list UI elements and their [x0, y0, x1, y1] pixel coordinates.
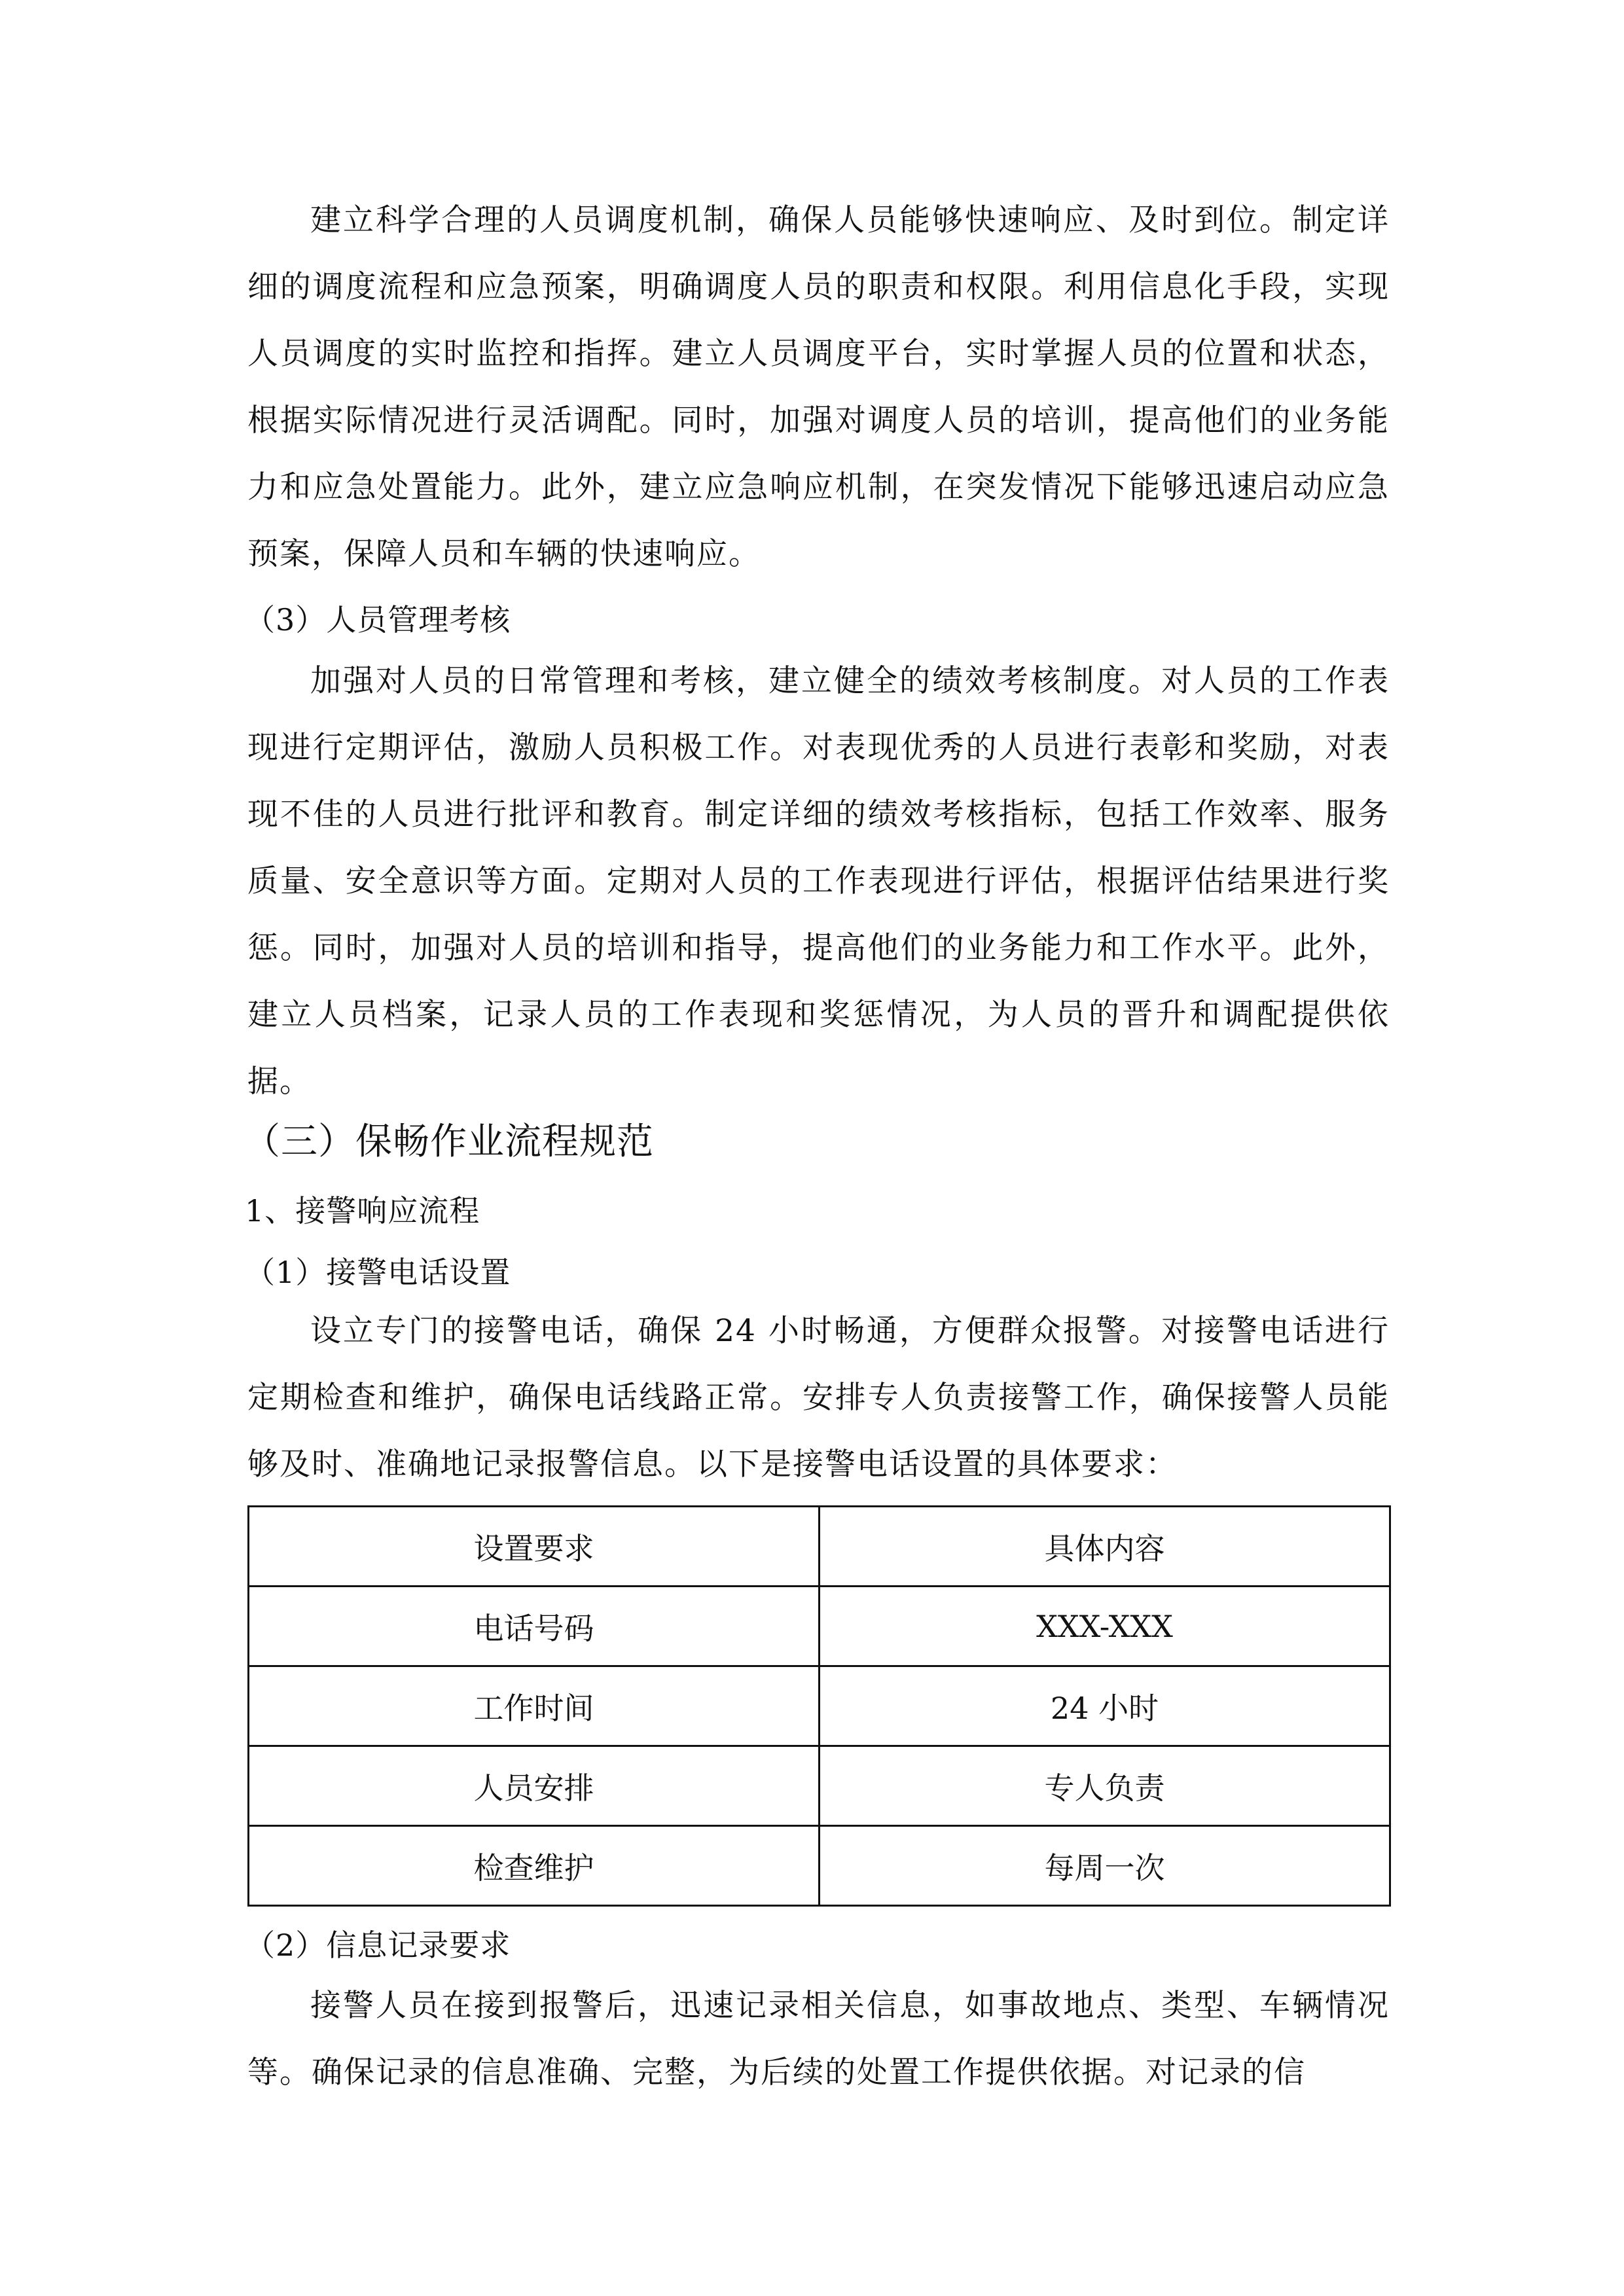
table-header-cell: 设置要求: [249, 1507, 820, 1587]
table-row: [249, 1826, 1390, 1906]
heading-alarm-phone-setup: （1）接警电话设置: [245, 1255, 511, 1290]
table-row: [249, 1666, 1390, 1746]
alarm-phone-requirements-table: [247, 1505, 1391, 1907]
table-cell: XXX-XXX: [820, 1587, 1390, 1666]
paragraph-dispatch-mechanism: 建立科学合理的人员调度机制，确保人员能够快速响应、及时到位。制定详细的调度流程和应急预案，明确调度人员的职责和权限。利用信息化手段，实现人员调度的实时监控和指挥。建立人员调度平台，实时掌握人员的位置和状态，根据实际情况进行灵活调配。同时，加强对调度人员的培训，提高他们的业务能力和应急处置能力。此外，建立应急响应机制，在突发情况下能够迅速启动应急预案，保障人员和车辆的快速响应。: [247, 202, 1390, 572]
heading-info-record-requirements: （2）信息记录要求: [245, 1928, 511, 1963]
table-header-row: [249, 1507, 1390, 1587]
table-cell: 电话号码: [249, 1587, 820, 1666]
paragraph-personnel-assessment: 加强对人员的日常管理和考核，建立健全的绩效考核制度。对人员的工作表现进行定期评估，激励人员积极工作。对表现优秀的人员进行表彰和奖励，对表现不佳的人员进行批评和教育。制定详细的绩效考核指标，包括工作效率、服务质量、安全意识等方面。定期对人员的工作表现进行评估，根据评估结果进行奖惩。同时，加强对人员的培训和指导，提高他们的业务能力和工作水平。此外，建立人员档案，记录人员的工作表现和奖惩情况，为人员的晋升和调配提供依据。: [247, 663, 1390, 1100]
heading-alarm-response-flow: 1、接警响应流程: [245, 1193, 480, 1229]
table-cell: 每周一次: [820, 1826, 1390, 1906]
table-cell: 专人负责: [820, 1746, 1390, 1826]
table-row: [249, 1746, 1390, 1826]
table-cell: 24 小时: [820, 1666, 1390, 1746]
heading-personnel-assessment: （3）人员管理考核: [245, 602, 511, 637]
heading-section-three: （三）保畅作业流程规范: [244, 1121, 654, 1163]
table-cell: 检查维护: [249, 1826, 820, 1906]
table-cell: 工作时间: [249, 1666, 820, 1746]
paragraph-info-record: 接警人员在接到报警后，迅速记录相关信息，如事故地点、类型、车辆情况等。确保记录的信息准确、完整，为后续的处置工作提供依据。对记录的信: [247, 1988, 1390, 2090]
table-header-cell: 具体内容: [820, 1507, 1390, 1587]
table-row: [249, 1587, 1390, 1666]
table-cell: 人员安排: [249, 1746, 820, 1826]
paragraph-alarm-phone: 设立专门的接警电话，确保 24 小时畅通，方便群众报警。对接警电话进行定期检查和维护，确保电话线路正常。安排专人负责接警工作，确保接警人员能够及时、准确地记录报警信息。以下是接警电话设置的具体要求：: [247, 1313, 1390, 1482]
